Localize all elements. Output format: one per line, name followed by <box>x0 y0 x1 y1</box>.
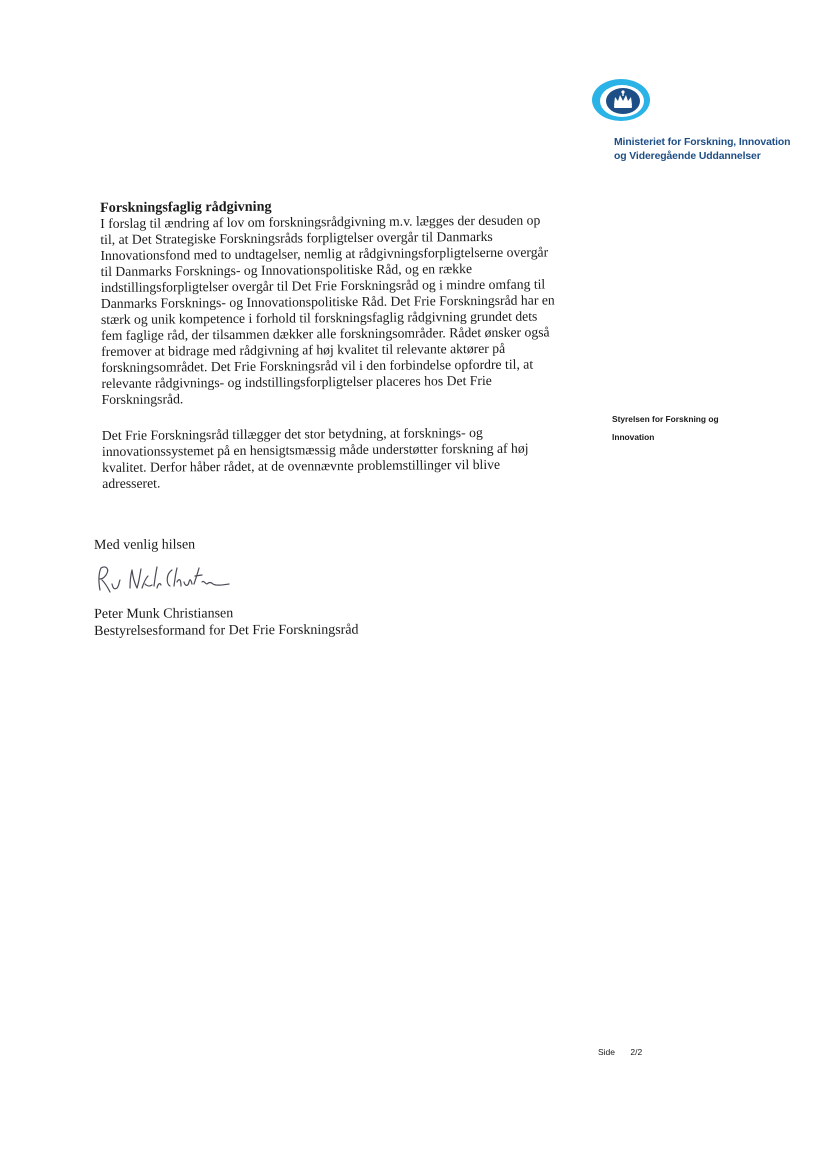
signer-title: Bestyrelsesformand for Det Frie Forskningsråd <box>94 622 359 639</box>
page-number-value: 2/2 <box>630 1047 643 1057</box>
crown-emblem-logo <box>588 78 652 126</box>
agency-line-1: Styrelsen for Forskning og <box>612 414 719 424</box>
letter-body <box>100 196 592 492</box>
text-line: Forskningsråd. <box>101 391 184 407</box>
text-line: fremover at bidrage med rådgivning af høj kvalitet til relevante aktører på <box>101 340 506 359</box>
text-line: Innovationsfond med to undtagelser, nemlig at rådgivningsforpligtelserne overgår <box>100 244 549 263</box>
signer-name: Peter Munk Christiansen <box>94 606 234 622</box>
paragraph-1 <box>100 212 591 408</box>
closing-greeting: Med venlig hilsen <box>94 537 196 553</box>
text-line: til, at Det Strategiske Forskningsråds forpligtelser overgår til Danmarks <box>100 228 493 247</box>
text-line: fem faglige råd, der tilsammen dækker alle forskningsområder. Rådet ønsker også <box>101 324 550 343</box>
ministry-name <box>614 136 814 164</box>
section-heading: Forskningsfaglig rådgivning <box>100 198 272 216</box>
page-number-label: Side <box>598 1047 616 1057</box>
text-line: relevante rådgivnings- og indstillingsforpligtelser placeres hos Det Frie <box>101 372 492 391</box>
text-line: kvalitet. Derfor håber rådet, at de ovennævnte problemstillinger vil blive <box>102 456 501 475</box>
paragraph-2 <box>102 424 592 492</box>
text-line: forskningsområdet. Det Frie Forskningsråd vil i den forbindelse opfordre til, at <box>101 356 534 375</box>
text-line: I forslag til ændring af lov om forskningsrådgivning m.v. lægges der desuden op <box>100 212 541 231</box>
text-line: stærk og unik kompetence i forhold til forskningsfaglig rådgivning grundet dets <box>100 308 538 327</box>
ministry-line-2: og Videregående Uddannelser <box>614 151 761 162</box>
text-line: indstillingsforpligtelser overgår til Det Frie Forskningsråd og i mindre omfang til <box>100 276 546 295</box>
text-line: til Danmarks Forsknings- og Innovationspolitiske Råd, og en række <box>100 261 473 279</box>
agency-name <box>612 410 782 446</box>
agency-line-2: Innovation <box>612 432 655 442</box>
signer-block <box>94 605 359 640</box>
text-line: Det Frie Forskningsråd tillægger det stor betydning, at forsknings- og <box>101 425 483 443</box>
text-line: innovationssystemet på en hensigtsmæssig måde understøtter forskning af høj <box>101 440 529 459</box>
text-line: adresseret. <box>102 475 161 491</box>
handwritten-signature <box>92 560 232 600</box>
text-line: Danmarks Forsknings- og Innovationspolitiske Råd. Det Frie Forskningsråd har en <box>100 292 555 311</box>
ministry-line-1: Ministeriet for Forskning, Innovation <box>614 137 791 148</box>
page-number <box>598 1047 642 1057</box>
